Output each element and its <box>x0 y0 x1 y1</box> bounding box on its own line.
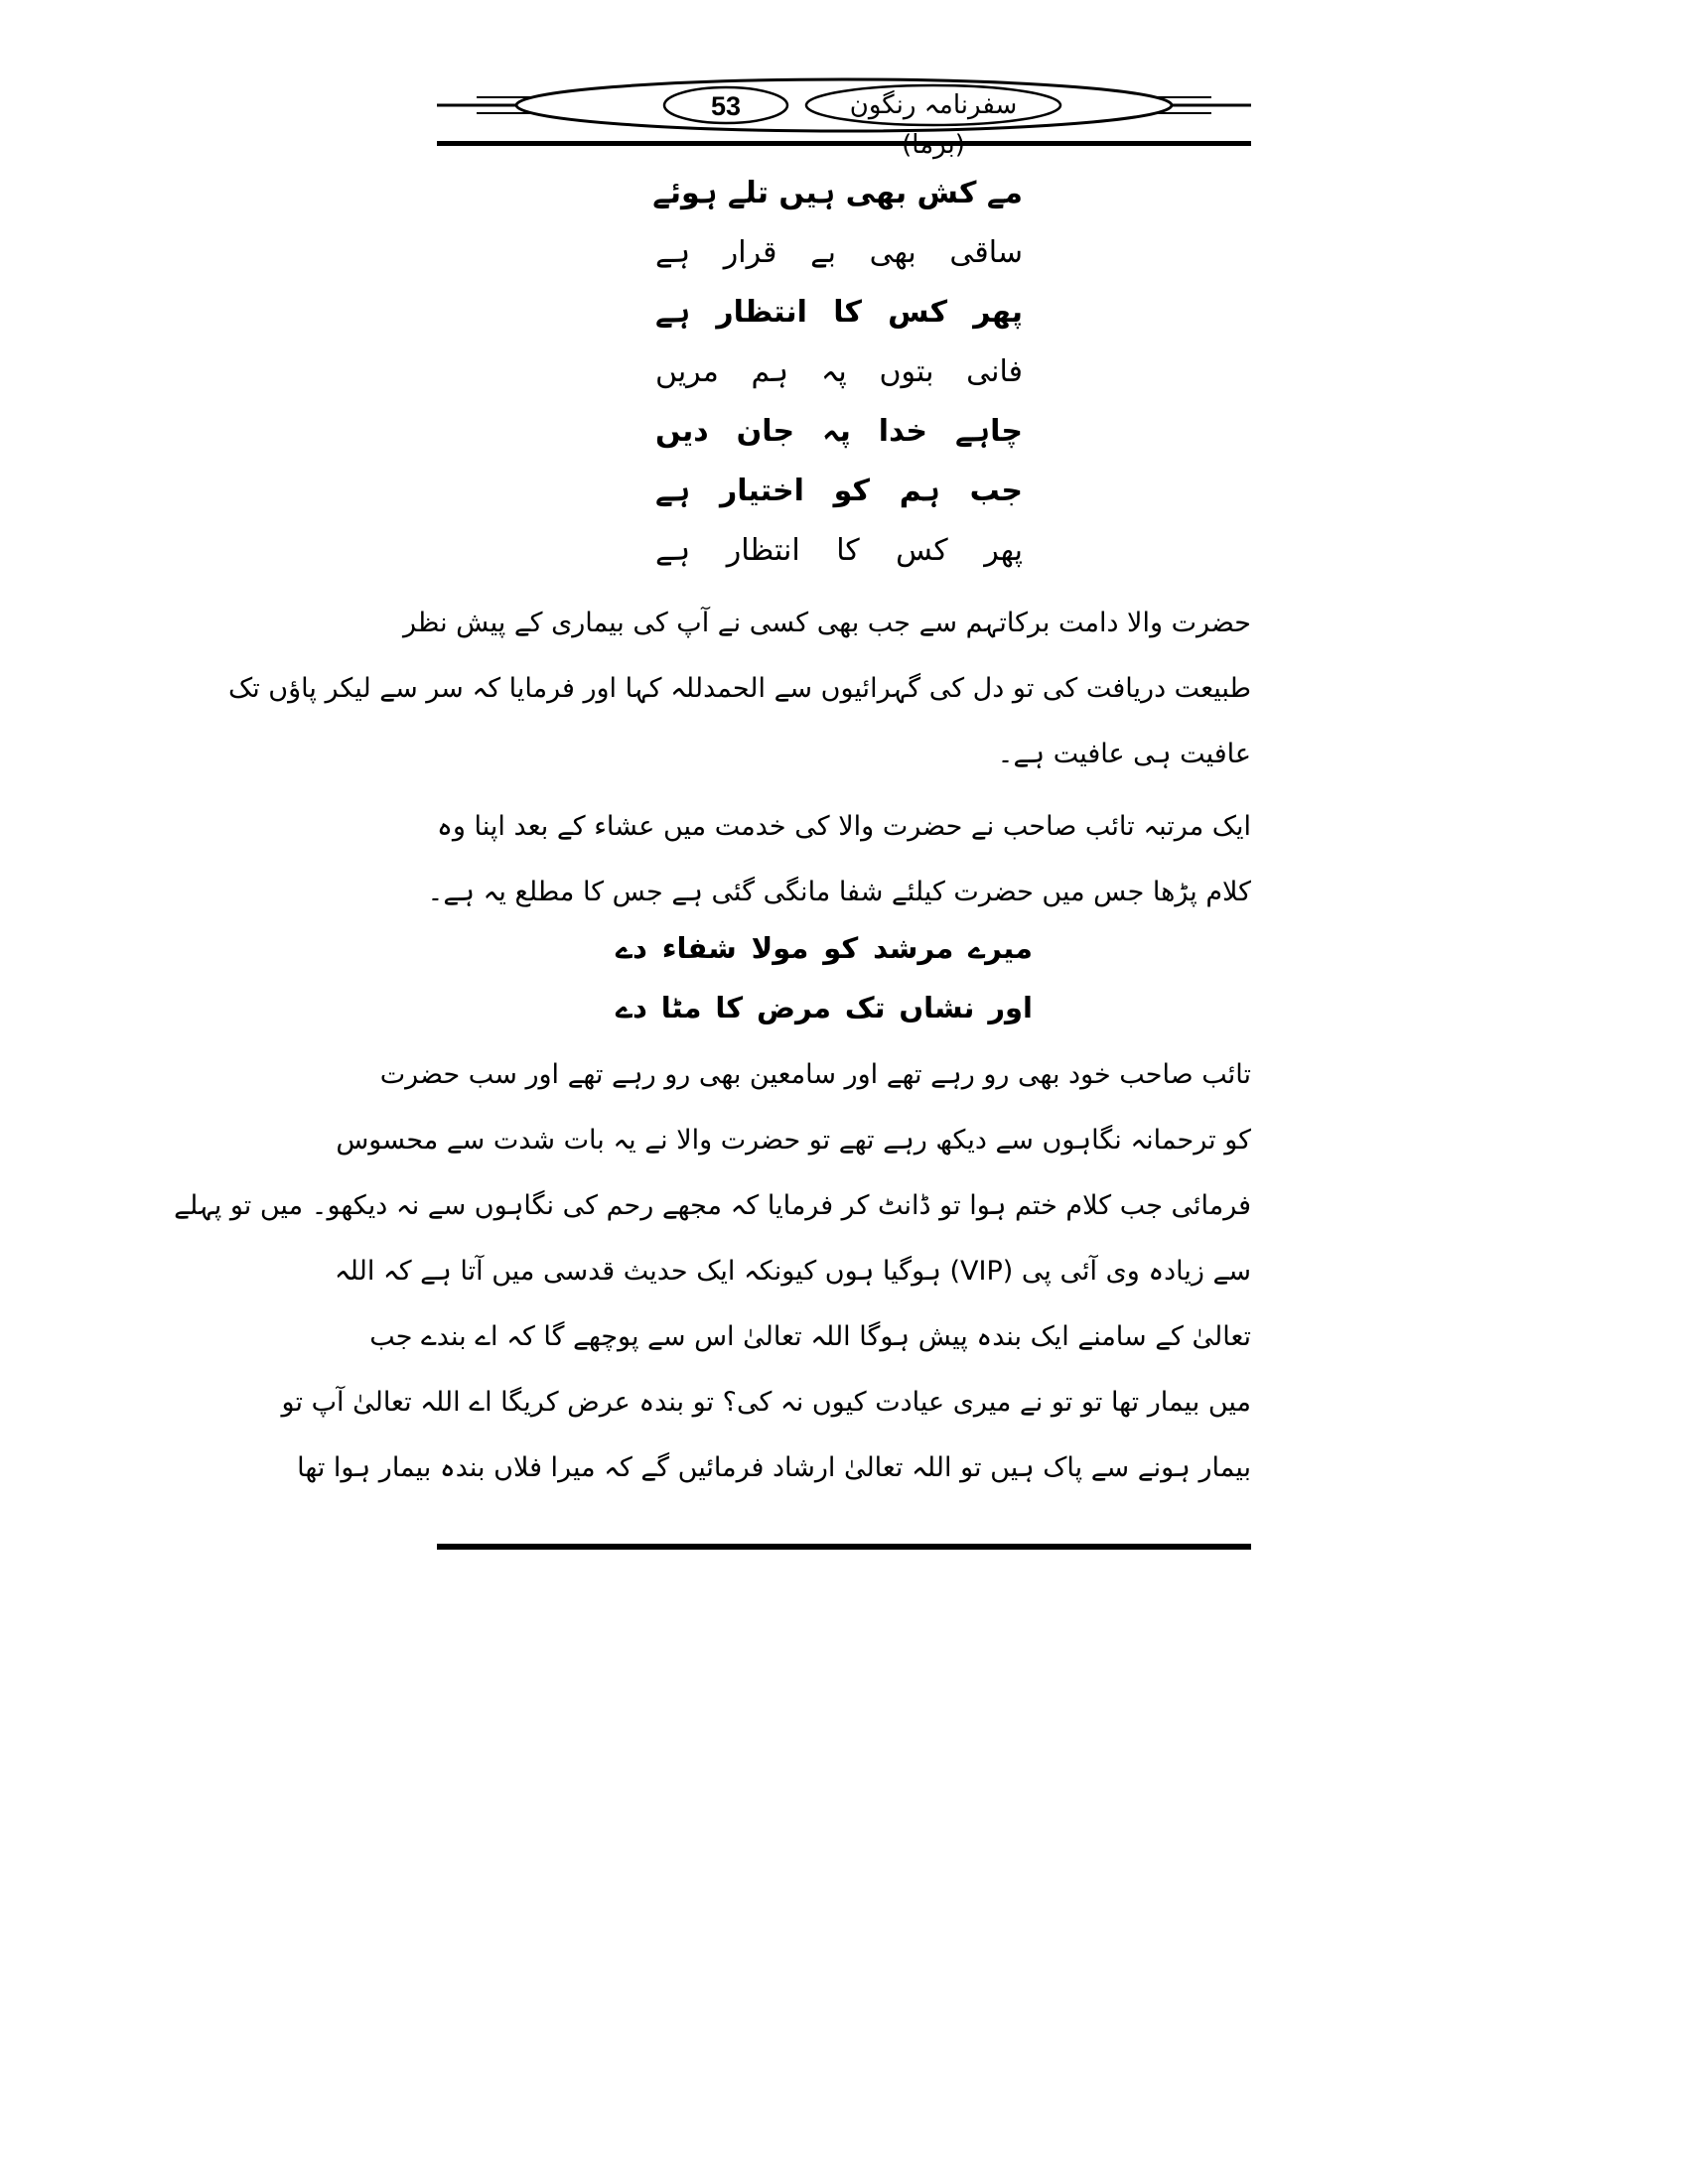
text-line: حضرت والا دامت برکاتہم سے جب بھی کسی نے آپ کی بیماری کے پیش نظر <box>403 608 1251 638</box>
poem-2 <box>616 918 1033 1037</box>
poem-line: مے کش بھی ہیں تلے ہوئے <box>652 176 1023 210</box>
paragraph-2 <box>427 794 1251 925</box>
poem-line: ساقی بھی بے قرار ہے <box>655 235 1023 270</box>
paragraph-3 <box>174 1042 1251 1501</box>
poem-line: میرے مرشد کو مولا شفاء دے <box>616 931 1033 965</box>
poem-line: اور نشاں تک مرض کا مٹا دے <box>616 991 1033 1024</box>
text-line: ایک مرتبہ تائب صاحب نے حضرت والا کی خدمت میں عشاء کے بعد اپنا وہ <box>437 811 1251 842</box>
text-line: میں بیمار تھا تو تو نے میری عیادت کیوں نہ کی؟ تو بندہ عرض کریگا اے اللہ تعالیٰ آپ تو <box>281 1387 1251 1418</box>
paragraph-1 <box>228 591 1251 787</box>
footer-rule <box>437 1544 1251 1550</box>
header-rule <box>437 141 1251 146</box>
page-number: 53 <box>710 91 742 121</box>
page-header <box>437 77 1251 159</box>
book-title: سفرنامہ رنگون <box>849 90 1018 120</box>
text-line: تائب صاحب خود بھی رو رہے تھے اور سامعین بھی رو رہے تھے اور سب حضرت <box>379 1059 1251 1090</box>
text-line: طبیعت دریافت کی تو دل کی گہرائیوں سے الحمدللہ کہا اور فرمایا کہ سر سے لیکر پاؤں تک <box>228 673 1251 704</box>
poem-1 <box>652 164 1023 581</box>
text-line: بیمار ہونے سے پاک ہیں تو اللہ تعالیٰ ارشاد فرمائیں گے کہ میرا فلاں بندہ بیمار ہوا تھا <box>297 1452 1251 1483</box>
text-line: تعالیٰ کے سامنے ایک بندہ پیش ہوگا اللہ تعالیٰ اس سے پوچھے گا کہ اے بندے جب <box>369 1321 1251 1352</box>
text-line: کو ترحمانہ نگاہوں سے دیکھ رہے تھے تو حضرت والا نے یہ بات شدت سے محسوس <box>336 1125 1251 1156</box>
poem-line: پھر کس کا انتظار ہے <box>655 533 1023 568</box>
text-line: کلام پڑھا جس میں حضرت کیلئے شفا مانگی گئی ہے جس کا مطلع یہ ہے۔ <box>427 877 1251 907</box>
poem-line: فانی بتوں پہ ہم مریں <box>655 354 1023 389</box>
poem-line: پھر کس کا انتظار ہے <box>655 295 1023 330</box>
poem-line: چاہے خدا پہ جان دیں <box>655 414 1023 449</box>
text-line: سے زیادہ وی آئی پی (VIP) ہوگیا ہوں کیونکہ ایک حدیث قدسی میں آتا ہے کہ اللہ <box>334 1256 1251 1287</box>
text-line: فرمائی جب کلام ختم ہوا تو ڈانٹ کر فرمایا کہ مجھے رحم کی نگاہوں سے نہ دیکھو۔ میں تو پہلے <box>174 1190 1251 1221</box>
text-line: عافیت ہی عافیت ہے۔ <box>997 739 1251 769</box>
poem-line: جب ہم کو اختیار ہے <box>655 474 1023 508</box>
